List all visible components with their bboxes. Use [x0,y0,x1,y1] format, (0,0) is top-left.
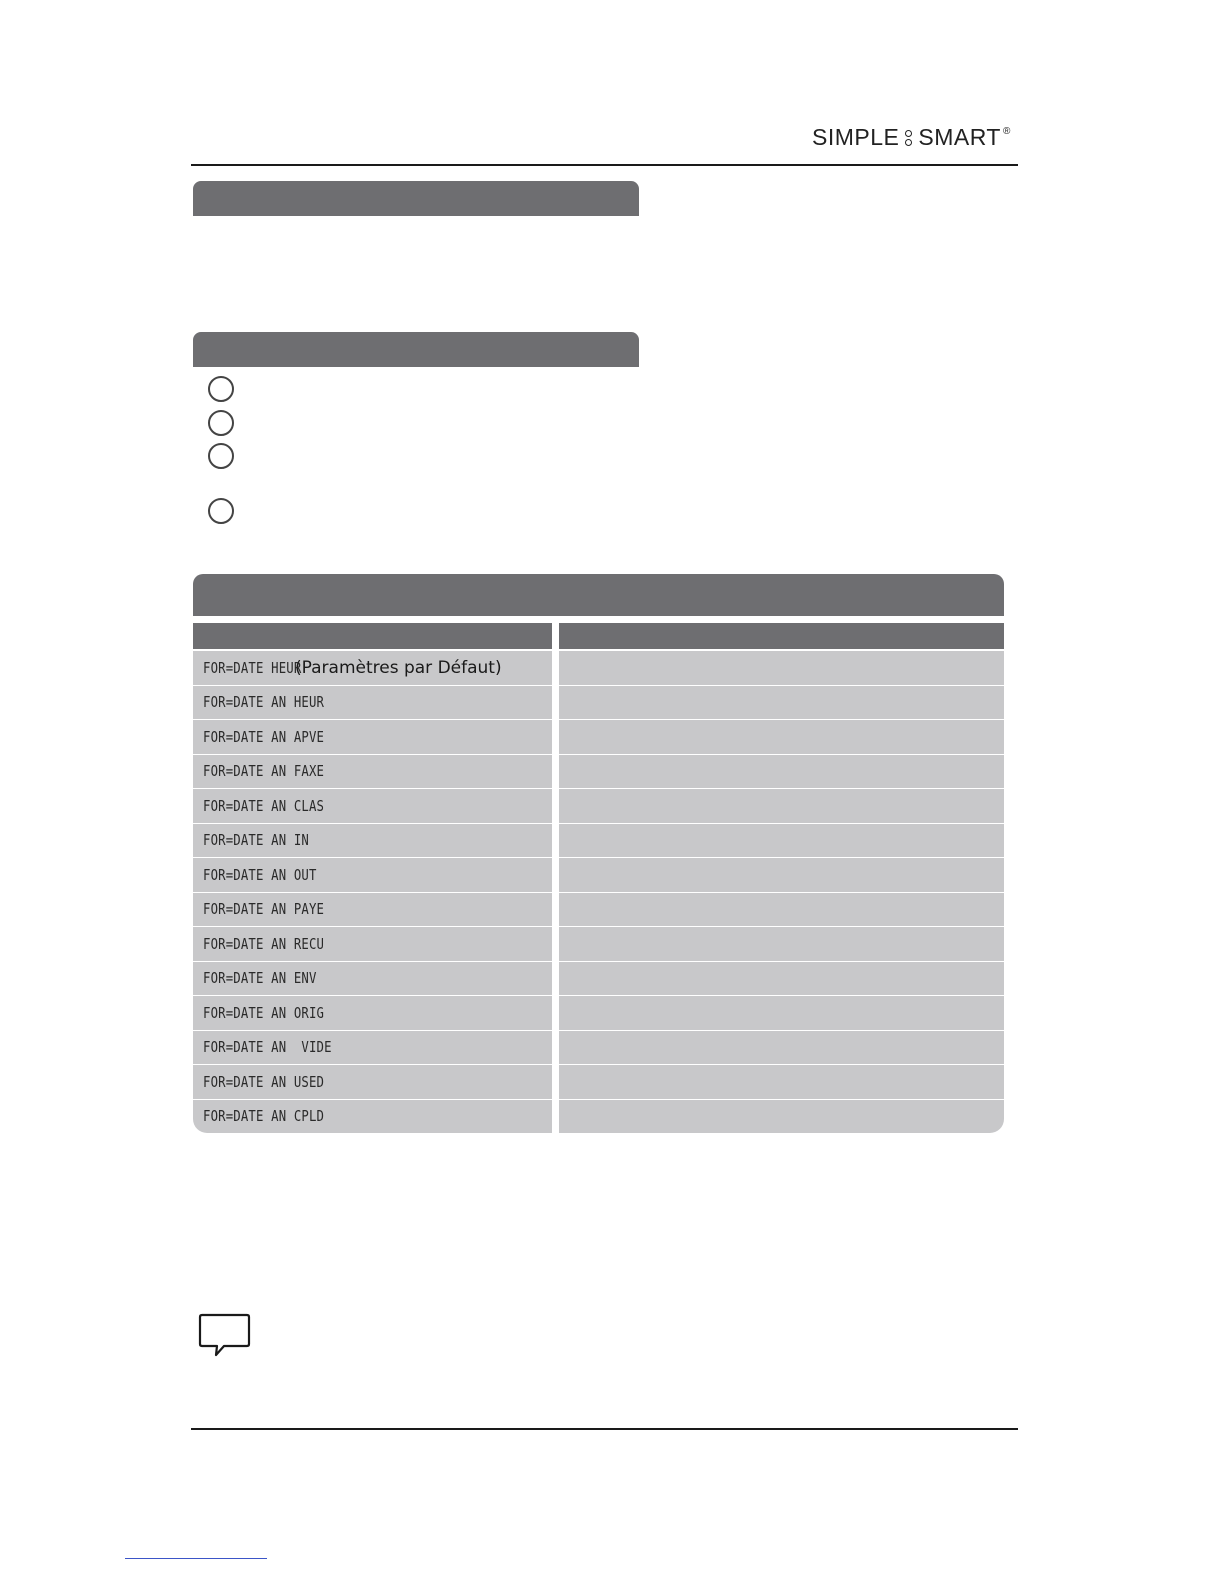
default-note: (Paramètres par Défaut) [295,657,502,678]
format-code-cell [193,858,552,892]
date-format-table [193,574,1004,1139]
format-description-cell [559,755,1004,789]
section-header-bar [193,332,639,367]
table-row [193,686,1004,720]
table-row [193,1031,1004,1065]
format-code-cell [193,927,552,961]
format-code-cell [193,686,552,720]
logo-text-simple: SIMPLE [812,124,900,150]
table-row [193,996,1004,1030]
format-code: FOR=DATE AN VIDE [203,1038,332,1057]
format-code-cell [193,893,552,927]
column-header [559,623,1004,649]
table-row [193,858,1004,892]
format-code-cell [193,996,552,1030]
format-code: FOR=DATE AN PAYE [203,900,325,919]
format-code-cell [193,1065,552,1099]
format-code: FOR=DATE AN OUT [203,865,317,884]
table-row [193,651,1004,685]
format-code: FOR=DATE AN HEUR [203,693,325,712]
footer-link-underline[interactable] [125,1558,267,1559]
table-row [193,720,1004,754]
format-description-cell [559,720,1004,754]
format-code: FOR=DATE AN USED [203,1072,325,1091]
format-description-cell [559,1100,1004,1134]
format-description-cell [559,824,1004,858]
format-description-cell [559,858,1004,892]
format-code-cell [193,789,552,823]
format-code-cell [193,1031,552,1065]
format-description-cell [559,893,1004,927]
format-code-cell [193,651,552,685]
table-body [193,651,1004,1134]
table-row [193,962,1004,996]
table-row [193,893,1004,927]
registered-mark: ® [1002,126,1011,137]
format-description-cell [559,927,1004,961]
column-header [193,623,552,649]
table-row [193,1065,1004,1099]
logo-text-smart: SMART [918,124,1001,150]
logo-dots-icon [905,129,912,147]
section-header-bar [193,181,639,216]
format-description-cell [559,996,1004,1030]
format-code-cell [193,1100,552,1134]
table-row [193,789,1004,823]
table-row [193,755,1004,789]
format-code-cell [193,755,552,789]
table-row [193,927,1004,961]
step-marker-icon [208,443,234,469]
table-row [193,1100,1004,1134]
format-code: FOR=DATE AN ORIG [203,1003,325,1022]
step-marker-icon [208,498,234,524]
brand-logo [812,124,1011,151]
speech-bubble-icon [198,1312,252,1360]
format-description-cell [559,686,1004,720]
format-code: FOR=DATE AN RECU [203,934,325,953]
format-code: FOR=DATE AN FAXE [203,762,325,781]
footer-divider [191,1428,1018,1430]
table-title-bar [193,574,1004,616]
format-code: FOR=DATE AN CLAS [203,796,325,815]
format-code: FOR=DATE AN ENV [203,969,317,988]
format-code: FOR=DATE AN IN [203,831,309,850]
format-code-cell [193,720,552,754]
format-description-cell [559,789,1004,823]
step-marker-icon [208,410,234,436]
format-code: FOR=DATE AN CPLD [203,1107,325,1126]
format-description-cell [559,1065,1004,1099]
format-code: FOR=DATE AN APVE [203,727,325,746]
format-description-cell [559,1031,1004,1065]
header-divider [191,164,1018,166]
format-description-cell [559,651,1004,685]
format-description-cell [559,962,1004,996]
step-marker-icon [208,376,234,402]
format-code-cell [193,824,552,858]
format-code: FOR=DATE HEUR [203,658,302,677]
table-row [193,824,1004,858]
format-code-cell [193,962,552,996]
